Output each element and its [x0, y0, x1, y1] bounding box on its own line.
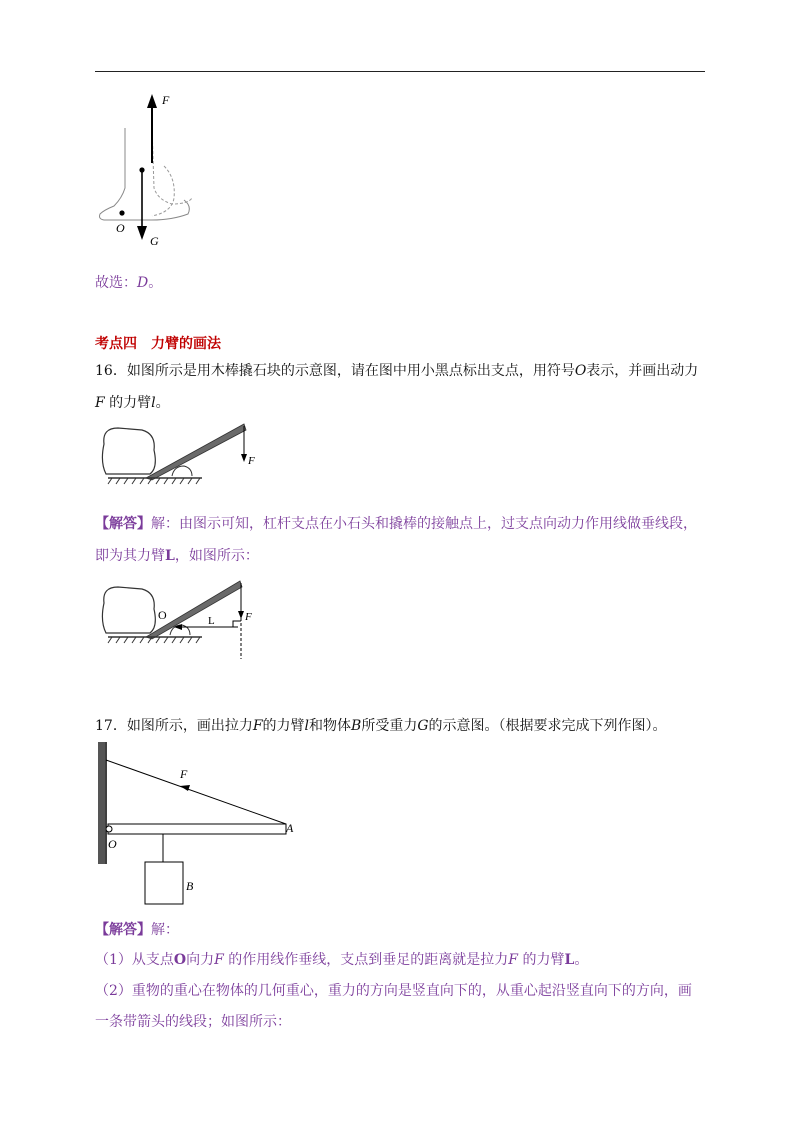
question-17: 17．如图所示，画出拉力F的力臂l和物体B所受重力G的示意图。（根据要求完成下列作图）。	[95, 718, 667, 734]
crowbar	[146, 424, 246, 480]
string-line	[106, 760, 286, 824]
answer-17-step-1: （1）从支点O向力F 的作用线作垂线，支点到垂足的距离就是拉力F 的力臂L。	[95, 952, 589, 968]
force-f-arrowhead	[241, 454, 247, 462]
section-title: 考点四 力臂的画法	[95, 336, 221, 352]
pivot-o-dot	[119, 210, 124, 215]
fig17-label-o: O	[108, 837, 117, 851]
lever-bar	[108, 824, 286, 834]
foot-outline	[100, 128, 190, 220]
lever-figure-17	[96, 742, 306, 907]
object-b	[145, 862, 183, 904]
right-angle-mark	[233, 621, 241, 627]
fig17-label-f: F	[180, 767, 188, 781]
foot-dashed-outline	[152, 126, 192, 204]
header-rule	[95, 71, 705, 72]
pivot-o	[106, 826, 112, 832]
answer-16-line-1: 【解答】解：由图示可知，杠杆支点在小石头和撬棒的接触点上，过支点向动力作用线做垂线段，	[95, 516, 697, 532]
foot-label-f: F	[162, 93, 170, 107]
wall-hatch	[98, 742, 105, 864]
fig16-label-f: F	[248, 455, 255, 467]
fig17-label-a: A	[286, 821, 294, 835]
large-rock	[102, 587, 155, 633]
answer-15: 故选：D。	[95, 275, 163, 291]
fig16a-label-o: O	[158, 608, 167, 622]
foot-label-o: O	[116, 221, 125, 235]
answer-17-step-2-line-2: 一条带箭头的线段；如图所示：	[95, 1014, 291, 1030]
fig16a-label-l: L	[208, 615, 215, 627]
fig16a-label-f: F	[245, 611, 252, 623]
fig17-label-b: B	[186, 879, 194, 893]
foot-figure	[92, 88, 202, 253]
answer-17-step-2-line-1: （2）重物的重心在物体的几何重心，重力的方向是竖直向下的，从重心起沿竖直向下的方向，画	[95, 983, 692, 999]
answer-16-line-2: 即为其力臂L，如图所示：	[95, 548, 259, 564]
answer-17-heading: 【解答】解：	[95, 922, 179, 938]
lever-figure-16	[98, 420, 268, 495]
force-f-arrowhead	[238, 611, 244, 619]
question-16-line-2: F 的力臂l。	[95, 395, 170, 411]
question-16-line-1: 16．如图所示是用木棒撬石块的示意图，请在图中用小黑点标出支点，用符号O表示，并画出动力	[95, 363, 699, 379]
gravity-g-arrowhead	[137, 226, 147, 240]
lever-figure-16-answer	[98, 575, 268, 665]
force-f-arrowhead	[147, 94, 157, 108]
foot-label-g: G	[150, 234, 159, 248]
center-of-gravity-dot	[139, 167, 144, 172]
large-rock	[102, 428, 155, 474]
force-f-arrowhead	[180, 785, 190, 791]
